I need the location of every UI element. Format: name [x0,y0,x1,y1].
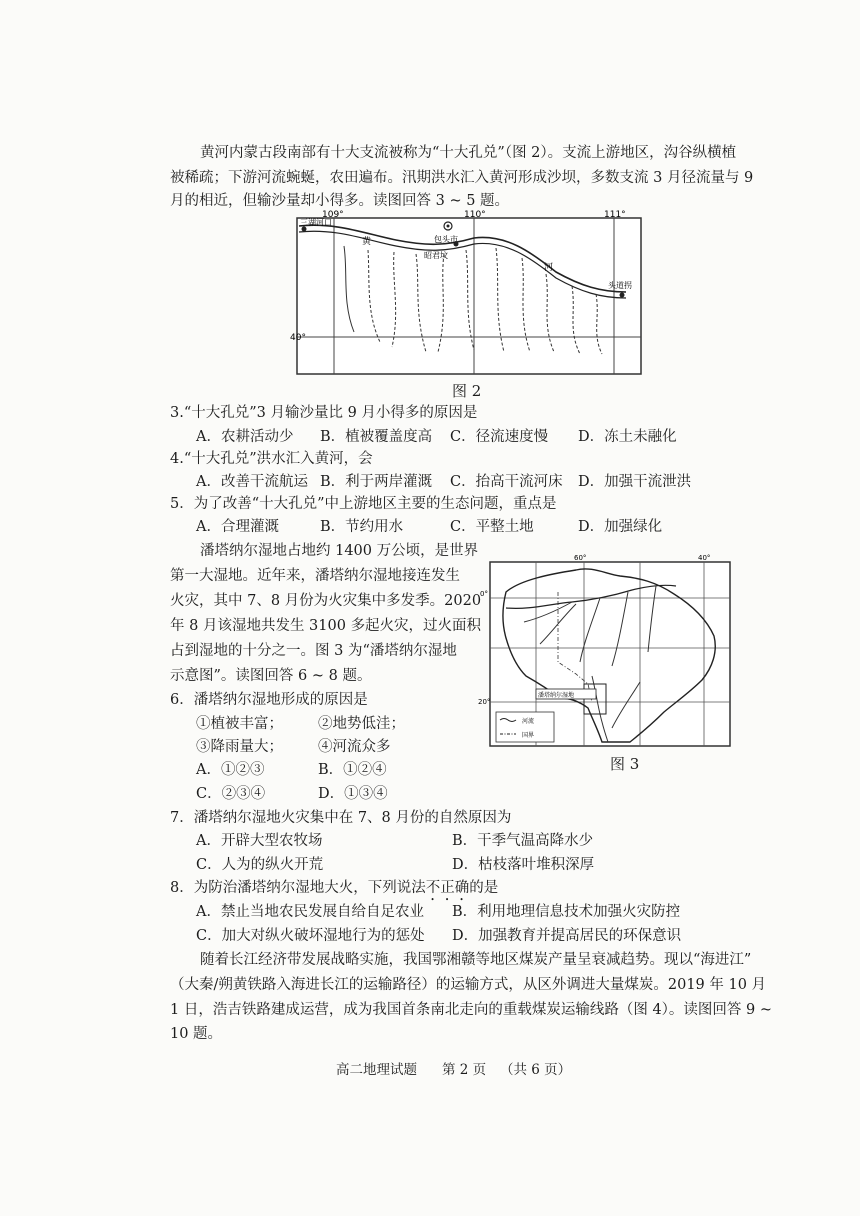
lat-20-label: 20° [478,698,491,706]
intro3-line1: 随着长江经济带发展战略实施，我国鄂湘赣等地区煤炭产量呈衰减趋势。现以“海进江” [200,952,752,968]
q7-option-c: C．人为的纵火开荒 [196,857,324,873]
q8-option-c: C．加大对纵火破坏湿地行为的惩处 [196,928,425,944]
lon-60-label: 60° [574,554,587,562]
q3-option-a: A．农耕活动少 [196,429,294,445]
q6-choice-2: ②地势低洼； [318,716,405,732]
q6-choice-1: ①植被丰富； [196,716,283,732]
intro3-line2: （大秦/朔黄铁路入海进长江的运输路径）的运输方式，从区外调进大量煤炭。2019 年 10 月 [170,977,767,993]
legend-river-label: 河流 [522,718,535,725]
intro2-line2: 第一大湿地。近年来，潘塔纳尔湿地接连发生 [170,568,460,584]
q5-option-c: C．平整土地 [450,519,534,535]
q6-stem: 6．潘塔纳尔湿地形成的原因是 [170,692,368,708]
q6-option-b: B．①②④ [318,762,387,778]
q7-stem: 7．潘塔纳尔湿地火灾集中在 7、8 月份的自然原因为 [170,810,512,826]
intro2-line3: 火灾，其中 7、8 月份为火灾集中多发季。2020 [170,593,482,609]
lon-40-label: 40° [698,554,711,562]
q4-stem: 4.“十大孔兑”洪水汇入黄河，会 [170,451,373,467]
q8-stem-before: 8．为防治潘塔纳尔湿地大火，下列说法 [170,880,426,896]
q3-option-b: B．植被覆盖度高 [320,429,433,445]
q4-option-c: C．抬高干流河床 [450,474,563,490]
footer-subject: 高二地理试题 [336,1062,417,1078]
legend-border-label: 国界 [522,732,535,739]
figure-2-svg [290,210,642,377]
q6-option-a: A．①②③ [196,762,265,778]
q3-option-c: C．径流速度慢 [450,429,549,445]
he-label: 河 [544,263,554,273]
intro3-line4: 10 题。 [170,1026,223,1042]
lon-109-label: 109° [322,210,344,220]
q4-option-a: A．改善干流航运 [196,474,308,490]
figure-3-svg [480,552,740,748]
figure-2-map [290,210,642,377]
intro1-line3: 月的相近，但输沙量却小得多。读图回答 3 ~ 5 题。 [170,193,510,209]
q5-option-a: A．合理灌溉 [196,519,279,535]
q8-stem-after: 的是 [469,880,499,896]
wetland-label: 潘塔纳尔湿地 [538,692,575,699]
huang-label: 黄 [362,237,372,247]
intro2-line6: 示意图”。读图回答 6 ~ 8 题。 [170,668,372,684]
lat-40-label: 40° [290,333,306,343]
figure-2-caption: 图 2 [452,382,482,400]
q7-option-b: B．干季气温高降水少 [452,833,594,849]
intro2-line4: 年 8 月该湿地共发生 3100 多起火灾，过火面积 [170,618,482,634]
q6-choice-3: ③降雨量大； [196,739,283,755]
q8-option-d: D．加强教育并提高居民的环保意识 [452,928,682,944]
q5-stem: 5．为了改善“十大孔兑”中上游地区主要的生态问题，重点是 [170,496,557,512]
intro1-line1: 黄河内蒙古段南部有十大支流被称为“十大孔兑”（图 2）。支流上游地区，沟谷纵横植 [200,145,737,161]
q8-stem [170,878,498,904]
q8-stem-emphasis: 不正确 [425,880,470,896]
q6-choice-4: ④河流众多 [318,739,391,755]
q7-option-a: A．开辟大型农牧场 [196,833,323,849]
footer-total: （共 6 页） [500,1062,572,1078]
q4-option-b: B．利于两岸灌溉 [320,474,433,490]
q8-option-b: B．利用地理信息技术加强火灾防控 [452,904,681,920]
q5-option-d: D．加强绿化 [578,519,663,535]
q3-stem: 3.“十大孔兑”3 月输沙量比 9 月小得多的原因是 [170,405,478,421]
q3-option-d: D．冻土未融化 [578,429,677,445]
q5-option-b: B．节约用水 [320,519,404,535]
q4-option-d: D．加强干流泄洪 [578,474,692,490]
intro2-line5: 占到湿地的十分之一。图 3 为“潘塔纳尔湿地 [170,643,457,659]
lon-110-label: 110° [464,210,486,220]
sanhuhekou-label: 三湖河口 [300,218,332,227]
lat-0-label: 0° [480,590,488,598]
footer-page: 第 2 页 [442,1062,487,1078]
toudaoguai-label: 头道拐 [608,281,632,290]
q8-option-a: A．禁止当地农民发展自给自足农业 [196,904,424,920]
intro1-line2: 被稀疏；下游河流蜿蜒，农田遍布。汛期洪水汇入黄河形成沙坝，多数支流 3 月径流量与 9 [170,170,754,186]
baotou-label: 包头市 [434,235,458,244]
q6-option-d: D．①③④ [318,786,388,802]
intro3-line3: 1 日，浩吉铁路建成运营，成为我国首条南北走向的重载煤炭运输线路（图 4）。读图回答 9 ~ [170,1002,773,1018]
intro2-line1: 潘塔纳尔湿地占地约 1400 万公顷，是世界 [200,543,479,559]
figure-3-map [480,552,740,748]
lon-111-label: 111° [604,210,626,220]
figure-3-caption: 图 3 [610,755,640,773]
q6-option-c: C．②③④ [196,786,266,802]
zhaojunfen-label: 昭君坟 [424,251,448,260]
q7-option-d: D．枯枝落叶堆积深厚 [452,857,595,873]
